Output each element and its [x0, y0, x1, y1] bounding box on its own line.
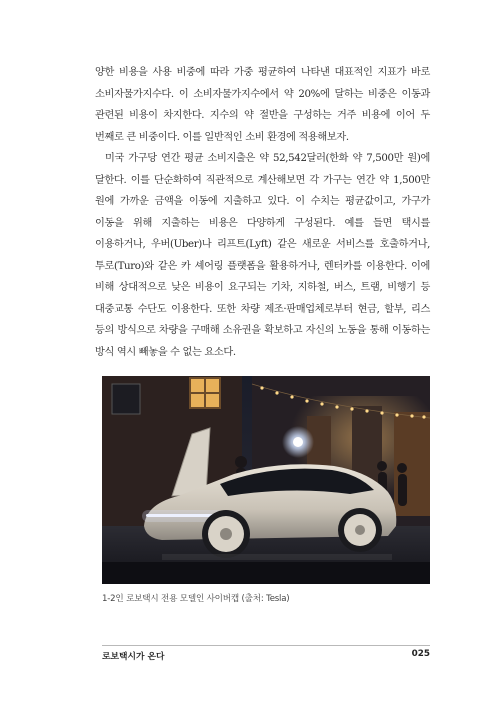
body-text: [95, 62, 430, 363]
running-footer-title: 로보택시가 온다: [102, 652, 165, 662]
footer-divider: [102, 645, 430, 646]
paragraph: 미국 가구당 연간 평균 소비지출은 약 52,542달러(한화 약 7,500만 원)에 달한다. 이를 단순화하여 직관적으로 계산해보면 각 가구는 연간 약 1,500만 원에 가까운 금액을 이동에 지출하고 있다. 이 수치는 평균값이고, 가구가 이동을 위해 지출하는 비용은 다양하게 구성된다. 예를 들면 택시를 이용하거나, 우버(Uber)나 리프트(Lyft) 같은 새로운 서비스를 호출하거나, 투로(Turo)와 같은 카 셰어링 플랫폼을 활용하거나, 렌터카를 이용한다. 이에 비해 상대적으로 낮은 비용이 요구되는 기차, 지하철, 버스, 트램, 비행기 등 대중교통 수단도 이용한다. 또한 차량 제조·판매업체로부터 현금, 할부, 리스 등의 방식으로 차량을 구매해 소유권을 확보하고 자신의 노동을 통해 이동하는 방식 역시 빼놓을 수 없는 요소다.: [95, 153, 430, 358]
figure-caption: 1-2인 로보택시 전용 모델인 사이버캡 (출처: Tesla): [102, 594, 290, 604]
cybercab-photo: [102, 376, 430, 584]
page-number: 025: [411, 649, 430, 659]
paragraph: 양한 비용을 사용 비중에 따라 가중 평균하여 나타낸 대표적인 지표가 바로 소비자물가지수다. 이 소비자물가지수에서 약 20%에 달하는 비중은 이동과 관련된 비용이 차지한다. 지수의 약 절반을 구성하는 거주 비용에 이어 두 번째로 큰 비중이다. 이를 일반적인 소비 환경에 적용해보자.: [95, 67, 430, 143]
